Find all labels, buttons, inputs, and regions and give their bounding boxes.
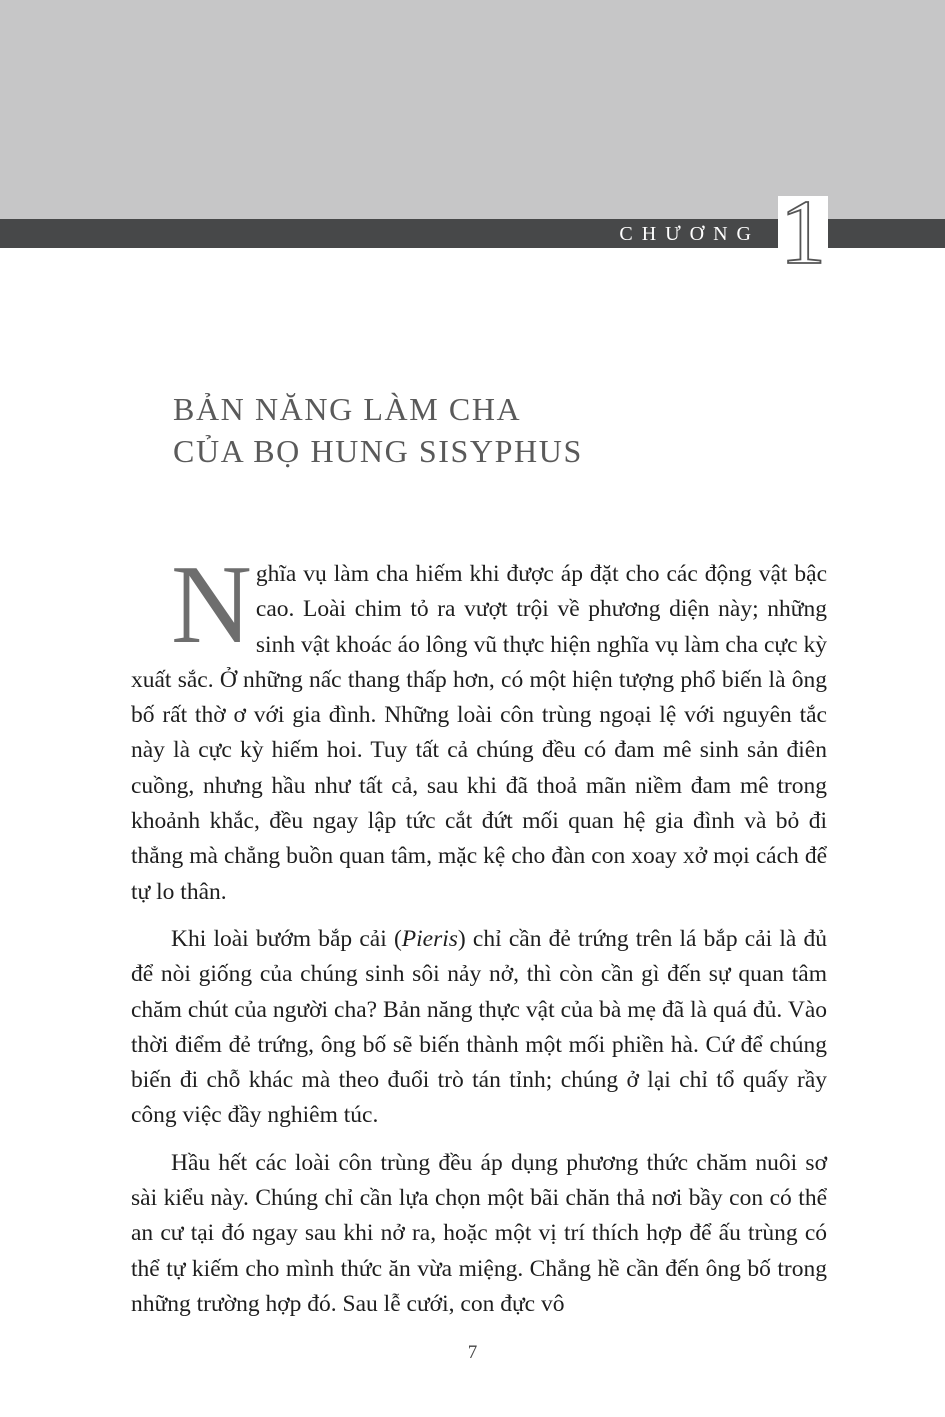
drop-cap: N: [171, 543, 252, 667]
paragraph-3: [131, 1146, 827, 1322]
paragraph-1: [131, 543, 827, 910]
chapter-label: CHƯƠNG: [619, 223, 760, 245]
chapter-title-line-1: BẢN NĂNG LÀM CHA: [173, 391, 522, 427]
paragraph-1-text: ghĩa vụ làm cha hiếm khi được áp đặt cho các động vật bậc cao. Loài chim tỏ ra vượt trội về phương diện này; những sinh vật khoác áo lông vũ thực hiện nghĩa vụ làm cha cực kỳ xuất sắc. Ở những nấc thang thấp hơn, có một hiện tượng phổ biến là ông bố rất thờ ơ với gia đình. Những loài côn trùng ngoại lệ với nguyên tắc này là cực kỳ hiếm hoi. Tuy tất cả chúng đều có đam mê sinh sản điên cuồng, nhưng hầu như tất cả, sau khi đã thoả mãn niềm đam mê trong khoảnh khắc, đều ngay lập tức cắt đứt mối quan hệ gia đình và bỏ đi thẳng mà chẳng buồn quan tâm, mặc kệ cho đàn con xoay xở mọi cách để tự lo thân.: [131, 561, 827, 905]
body-text: [131, 543, 827, 1334]
paragraph-2: [131, 922, 827, 1134]
paragraph-2-text-after: ) chỉ cần đẻ trứng trên lá bắp cải là đủ để nòi giống của chúng sinh sôi nảy nở, thì còn cần gì đến sự quan tâm chăm chút của người cha? Bản năng thực vật của bà mẹ đã là quá đủ. Vào thời điểm đẻ trứng, ông bố sẽ biến thành một mối phiền hà. Cứ để chúng biến đi chỗ khác mà theo đuổi trò tán tỉnh; chúng ở lại chỉ tổ quấy rầy công việc đầy nghiêm túc.: [131, 925, 827, 1129]
paragraph-3-text: Hầu hết các loài côn trùng đều áp dụng phương thức chăm nuôi sơ sài kiểu này. Chúng chỉ cần lựa chọn một bãi chăn thả nơi bầy con có thể an cư tại đó ngay sau khi nở ra, hoặc một vị trí thích hợp để ấu trùng có thể tự kiếm cho mình thức ăn vừa miệng. Chẳng hề cần đến ông bố trong những trường hợp đó. Sau lễ cưới, con đực vô: [131, 1149, 827, 1317]
page-number: 7: [467, 1342, 478, 1363]
chapter-title-line-2: CỦA BỌ HUNG SISYPHUS: [173, 433, 583, 469]
paragraph-2-italic-term: Pieris: [401, 925, 458, 952]
chapter-title: [173, 388, 583, 472]
paragraph-2-text-before: Khi loài bướm bắp cải (: [171, 925, 402, 952]
chapter-number: 1: [780, 181, 826, 283]
